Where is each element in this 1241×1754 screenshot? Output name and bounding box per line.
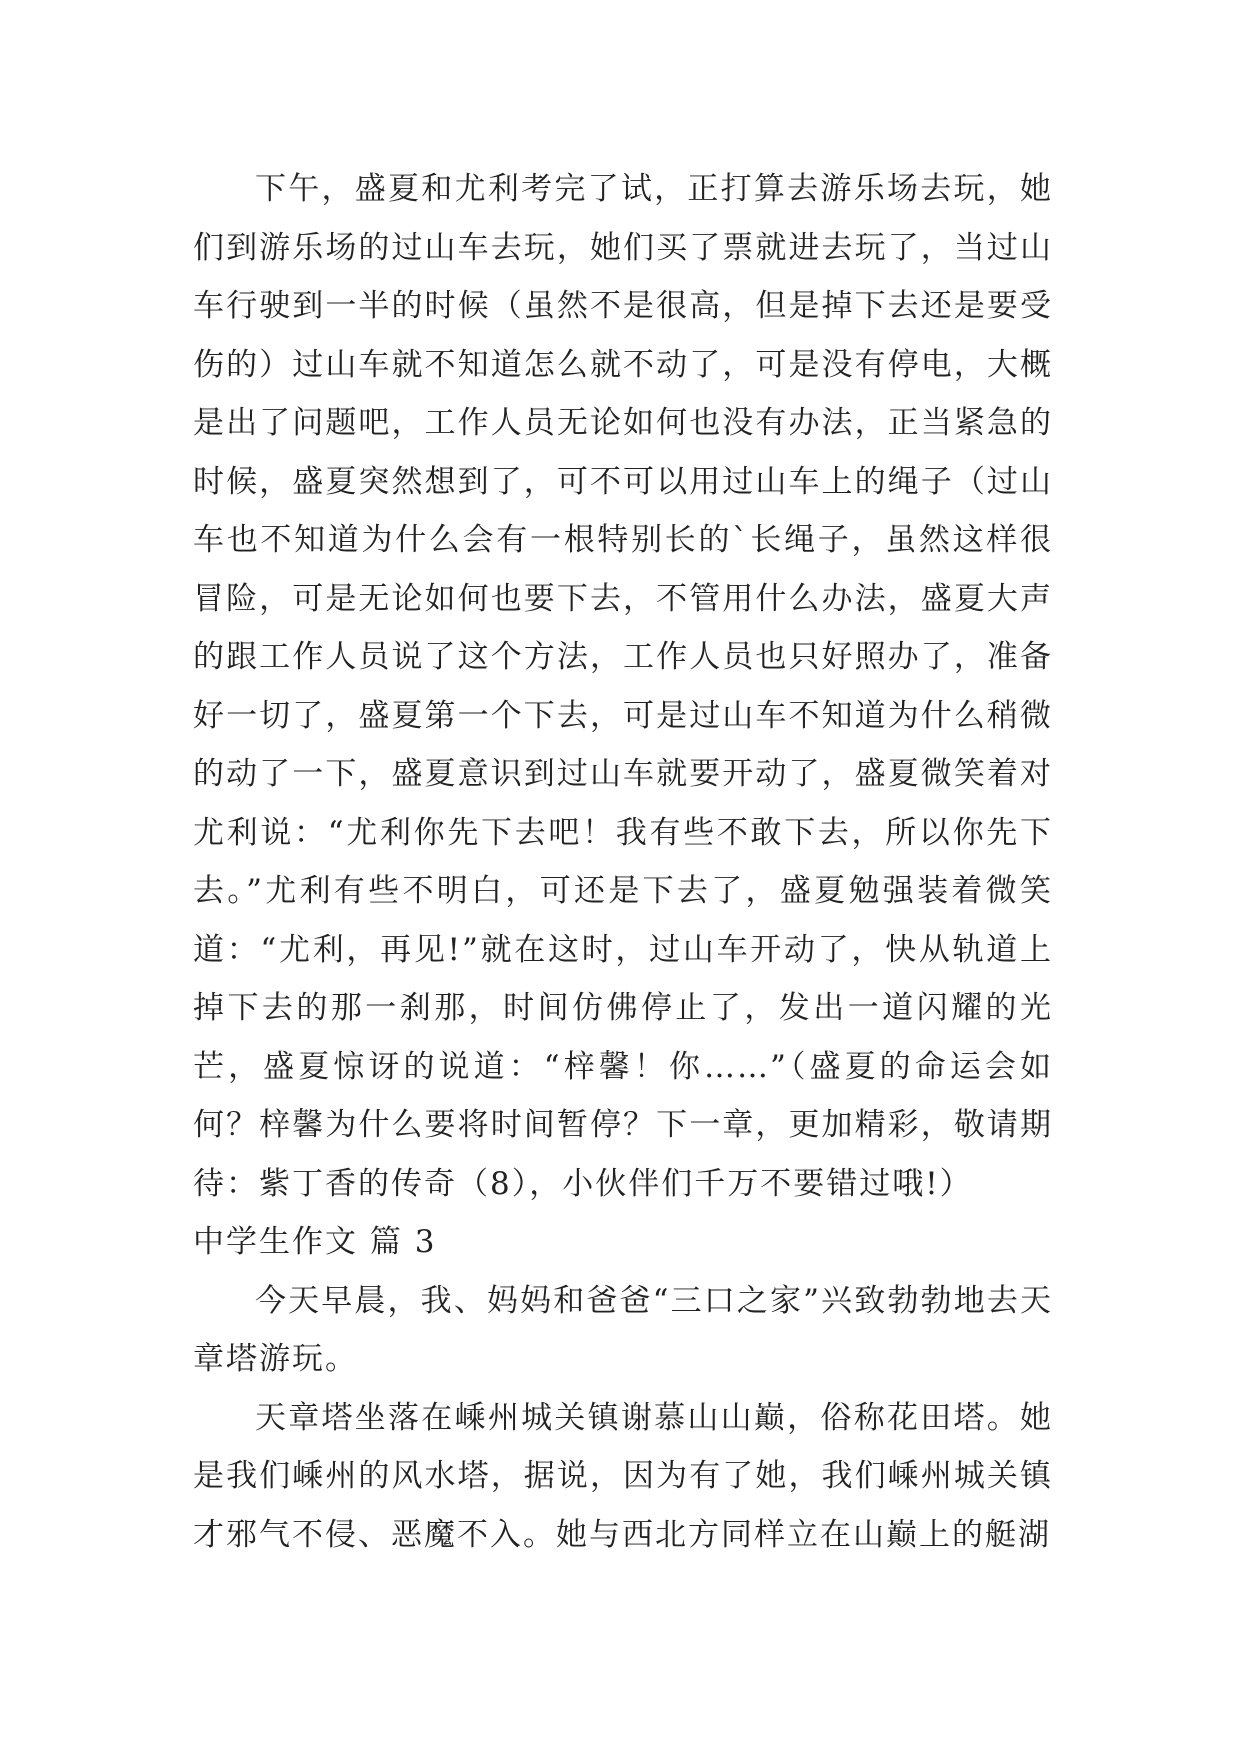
story-paragraph: 下午，盛夏和尤利考完了试，正打算去游乐场去玩，她们到游乐场的过山车去玩，她们买了票就进去玩了，当过山车行驶到一半的时候（虽然不是很高，但是掉下去还是要受伤的）过山车就不知道怎么就不动了，可是没有停电，大概是出了问题吧，工作人员无论如何也没有办法，正当紧急的时候，盛夏突然想到了，可不可以用过山车上的绳子（过山车也不知道为什么会有一根特别长的`长绳子，虽然这样很冒险，可是无论如何也要下去，不管用什么办法，盛夏大声的跟工作人员说了这个方法，工作人员也只好照办了，准备好一切了，盛夏第一个下去，可是过山车不知道为什么稍微的动了一下，盛夏意识到过山车就要开动了，盛夏微笑着对尤利说：“尤利你先下去吧！我有些不敢下去，所以你先下去。”尤利有些不明白，可还是下去了，盛夏勉强装着微笑道：“尤利，再见!”就在这时，过山车开动了，快从轨道上掉下去的那一刹那，时间仿佛停止了，发出一道闪耀的光芒，盛夏惊讶的说道：“梓馨！你……”（盛夏的命运会如何？梓馨为什么要将时间暂停？下一章，更加精彩，敬请期待：紫丁香的传奇（8），小伙伴们千万不要错过哦!） <box>193 171 1053 1202</box>
essay-paragraph-2: 天章塔坐落在嵊州城关镇谢慕山山巅，俗称花田塔。她是我们嵊州的风水塔，据说，因为有了她，我们嵊州城关镇才邪气不侵、恶魔不入。她与西北方同样立在山巅上的艇湖 <box>193 1399 1053 1553</box>
section-heading: 中学生作文 篇 3 <box>193 1224 437 1260</box>
essay-paragraph-1: 今天早晨，我、妈妈和爸爸“三口之家”兴致勃勃地去天章塔游玩。 <box>193 1282 1053 1377</box>
document-body <box>193 160 1053 1564</box>
